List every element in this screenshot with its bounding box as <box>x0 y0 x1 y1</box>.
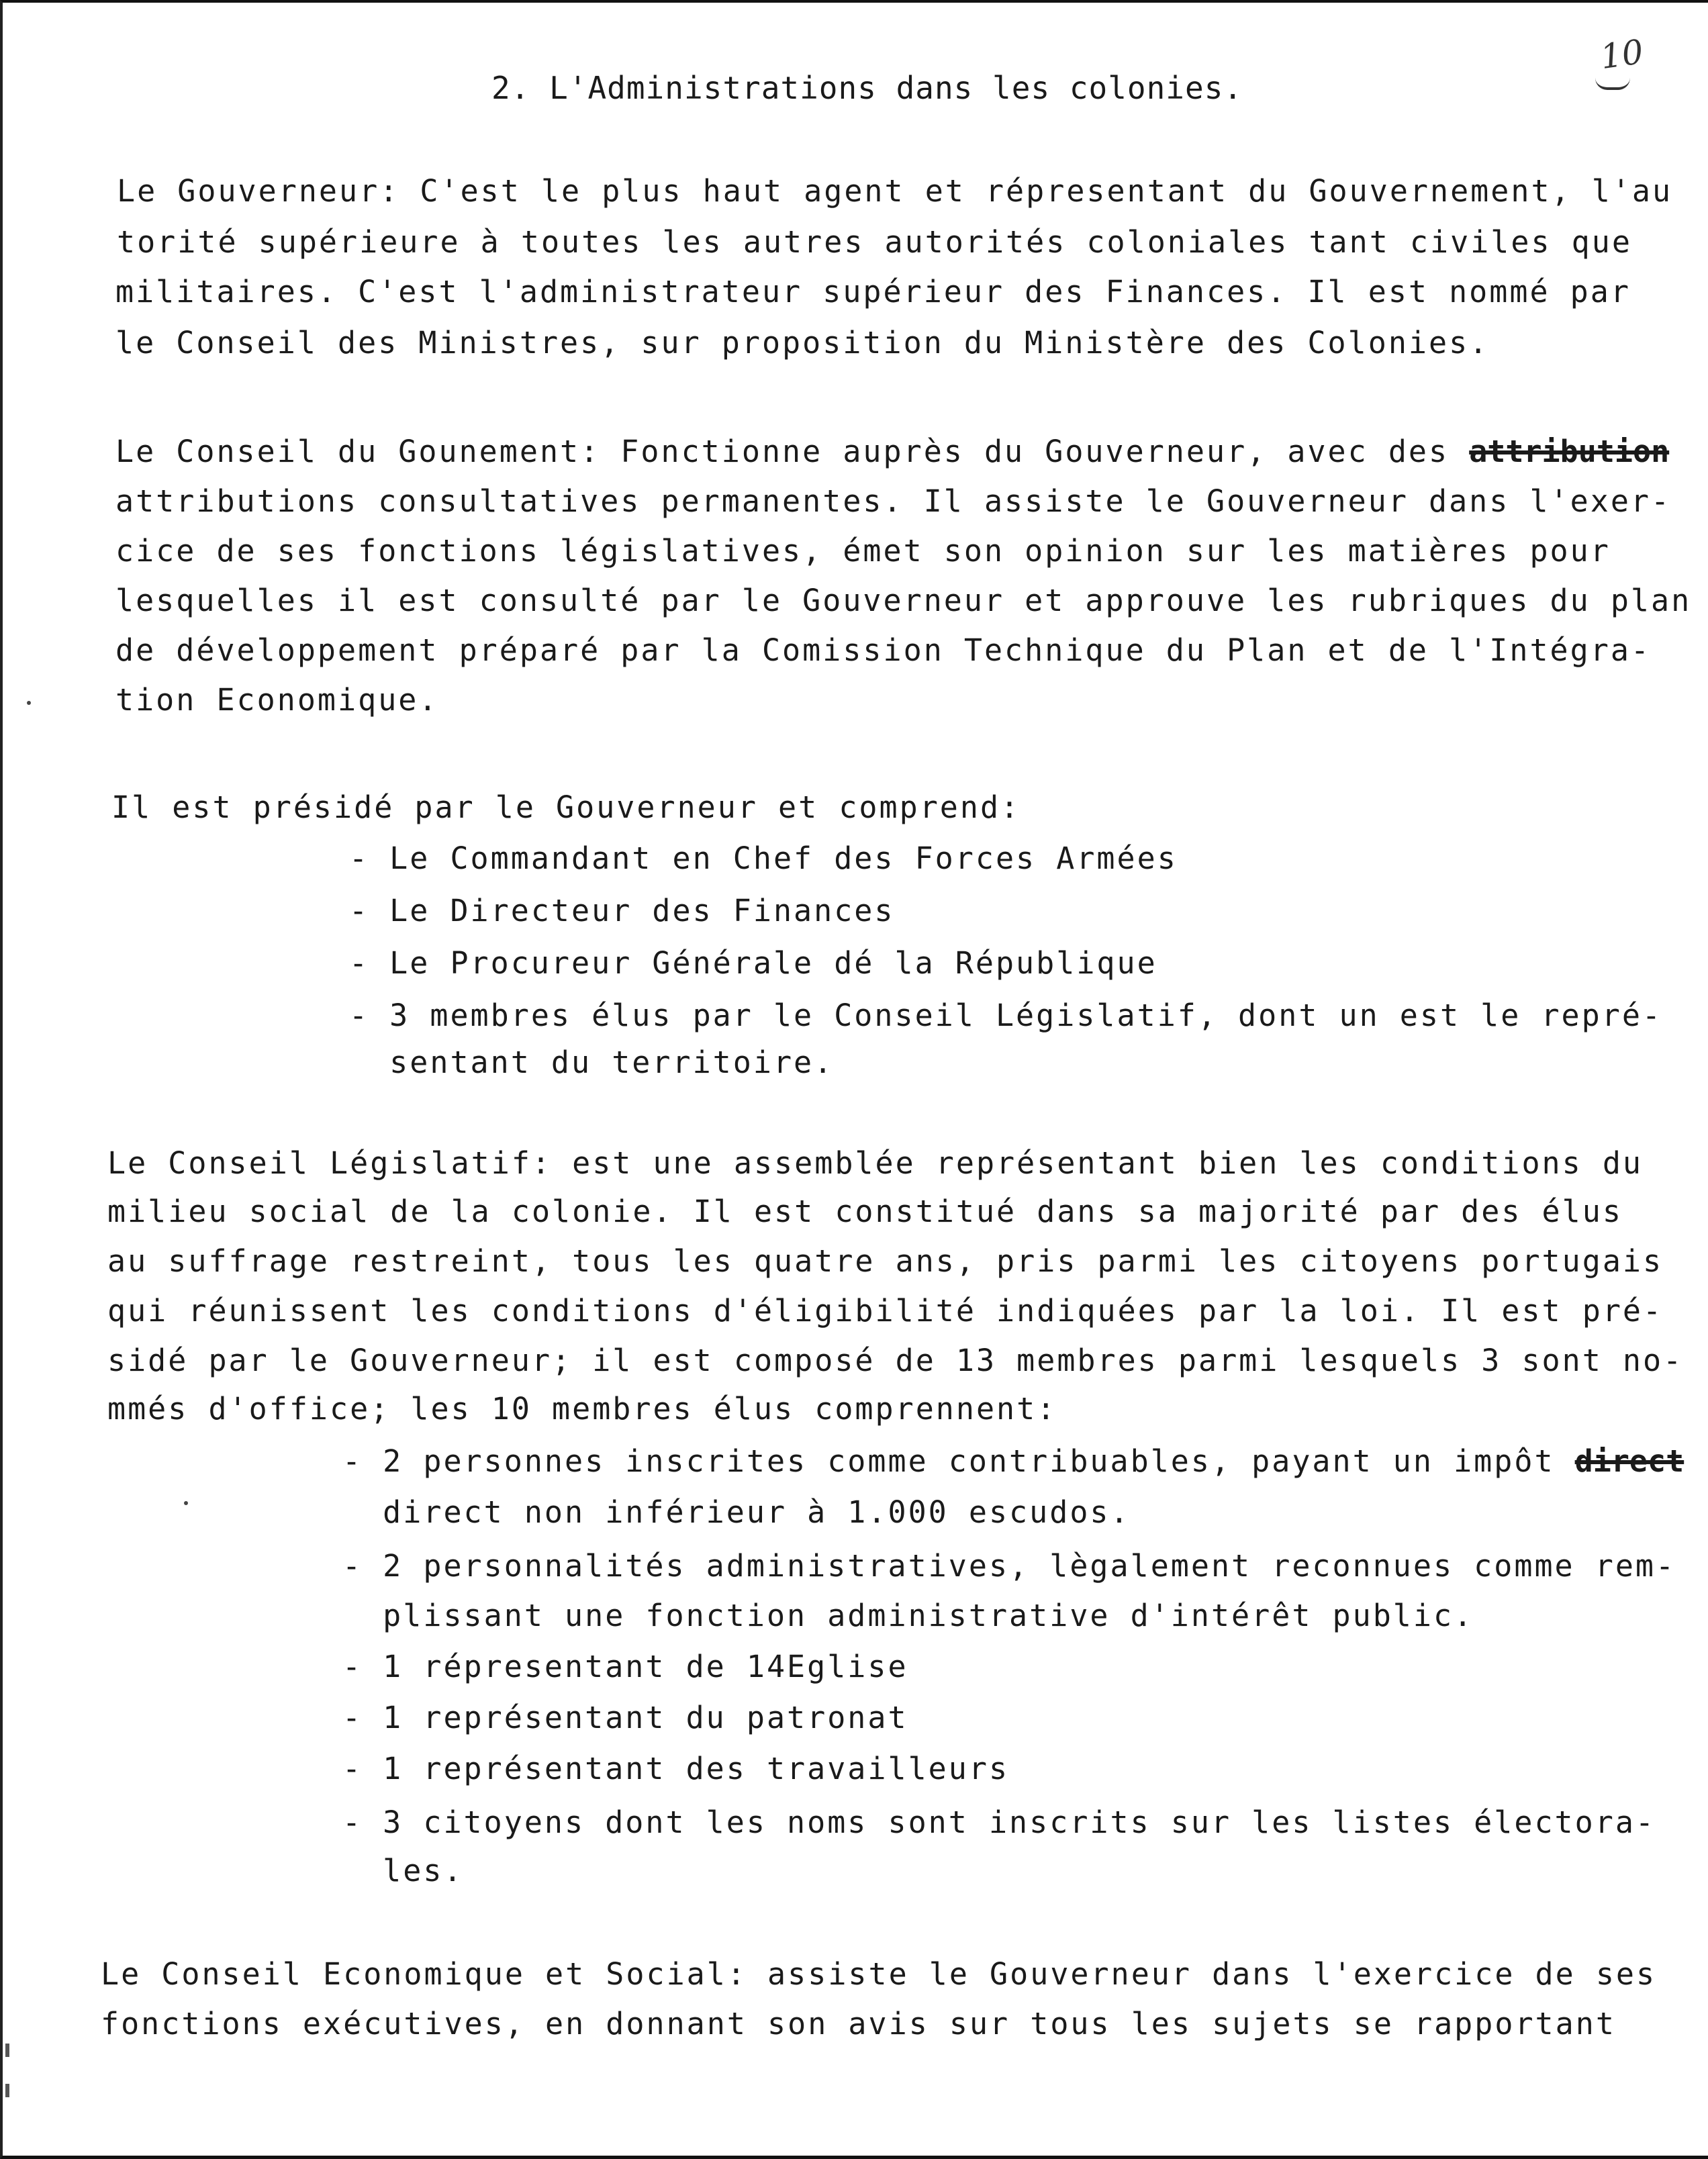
scan-speck <box>27 701 31 705</box>
legislatif-item-line: - 1 répresentant de 14Eglise <box>342 1649 908 1684</box>
legislatif-item-line: - 3 citoyens dont les noms sont inscrits sur les listes électora- <box>342 1805 1656 1840</box>
legislatif-item-line: direct non inférieur à 1.000 escudos. <box>342 1494 1131 1530</box>
composition-item: - Le Procureur Générale dé la République <box>349 945 1157 981</box>
conseil-gouvernement-line-3: cice de ses fonctions législatives, émet son opinion sur les matières pour <box>115 533 1611 569</box>
section-title: 2. L'Administrations dans les colonies. <box>491 70 1243 106</box>
composition-item: sentant du territoire. <box>349 1045 835 1080</box>
composition-intro: Il est présidé par le Gouverneur et comprend: <box>111 789 1021 825</box>
conseil-legislatif-line-4: qui réunissent les conditions d'éligibilité indiquées par la loi. Il est pré- <box>107 1293 1664 1329</box>
conseil-gouvernement-line-6: tion Economique. <box>115 682 439 718</box>
legislatif-item-line: - 1 représentant des travailleurs <box>342 1751 1010 1786</box>
composition-item: - Le Directeur des Finances <box>349 893 895 928</box>
gouverneur-line-2: torité supérieure à toutes les autres autorités coloniales tant civiles que <box>117 224 1632 260</box>
gouverneur-line-4: le Conseil des Ministres, sur proposition du Ministère des Colonies. <box>115 325 1490 361</box>
scan-edge-mark <box>5 2044 9 2057</box>
conseil-economique-line-1: Le Conseil Economique et Social: assiste le Gouverneur dans l'exercice de ses <box>101 1956 1657 1992</box>
composition-item: - 3 membres élus par le Conseil Législatif, dont un est le repré- <box>349 998 1662 1033</box>
composition-item: - Le Commandant en Chef des Forces Armées <box>349 841 1178 876</box>
legislatif-item-line: les. <box>342 1853 464 1888</box>
legislatif-item-line: plissant une fonction administrative d'intérêt public. <box>342 1598 1474 1633</box>
conseil-gouvernement-line-1 <box>115 436 1669 467</box>
legislatif-item-line: - 1 représentant du patronat <box>342 1700 908 1735</box>
conseil-economique-line-2: fonctions exécutives, en donnant son avis sur tous les sujets se rapportant <box>101 2006 1616 2042</box>
page-number-underline <box>1595 78 1630 90</box>
conseil-legislatif-line-2: milieu social de la colonie. Il est constitué dans sa majorité par des élus <box>107 1194 1623 1229</box>
scan-edge-mark <box>5 2084 9 2097</box>
legislatif-item-line <box>342 1443 1685 1479</box>
conseil-legislatif-line-5: sidé par le Gouverneur; il est composé de 13 membres parmi lesquels 3 sont no- <box>107 1343 1684 1378</box>
struck-word: attribution <box>1469 434 1670 469</box>
struck-word: direct <box>1574 1443 1685 1479</box>
gouverneur-line-1: Le Gouverneur: C'est le plus haut agent et répresentant du Gouvernement, l'au <box>117 173 1673 209</box>
page-number: 10 <box>1598 32 1646 77</box>
legislatif-item-line: - 2 personnalités administratives, lègalement reconnues comme rem- <box>342 1548 1676 1584</box>
legislatif-item-text: - 2 personnes inscrites comme contribuables, payant un impôt <box>342 1443 1575 1479</box>
gouverneur-line-3: militaires. C'est l'administrateur supérieur des Finances. Il est nommé par <box>115 274 1631 309</box>
conseil-legislatif-line-6: mmés d'office; les 10 membres élus comprennent: <box>107 1391 1057 1427</box>
conseil-gouvernement-line-5: de développement préparé par la Comission Technique du Plan et de l'Intégra- <box>115 632 1652 668</box>
conseil-gouvernement-line-4: lesquelles il est consulté par le Gouverneur et approuve les rubriques du plan <box>115 583 1692 618</box>
conseil-legislatif-line-3: au suffrage restreint, tous les quatre ans, pris parmi les citoyens portugais <box>107 1243 1664 1279</box>
scan-speck <box>184 1501 188 1505</box>
conseil-gouvernement-line-1-text: Le Conseil du Gounement: Fonctionne auprès du Gouverneur, avec des <box>115 434 1470 469</box>
conseil-legislatif-line-1: Le Conseil Législatif: est une assemblée représentant bien les conditions du <box>107 1145 1644 1181</box>
conseil-gouvernement-line-2: attributions consultatives permanentes. Il assiste le Gouverneur dans l'exer- <box>115 483 1672 519</box>
